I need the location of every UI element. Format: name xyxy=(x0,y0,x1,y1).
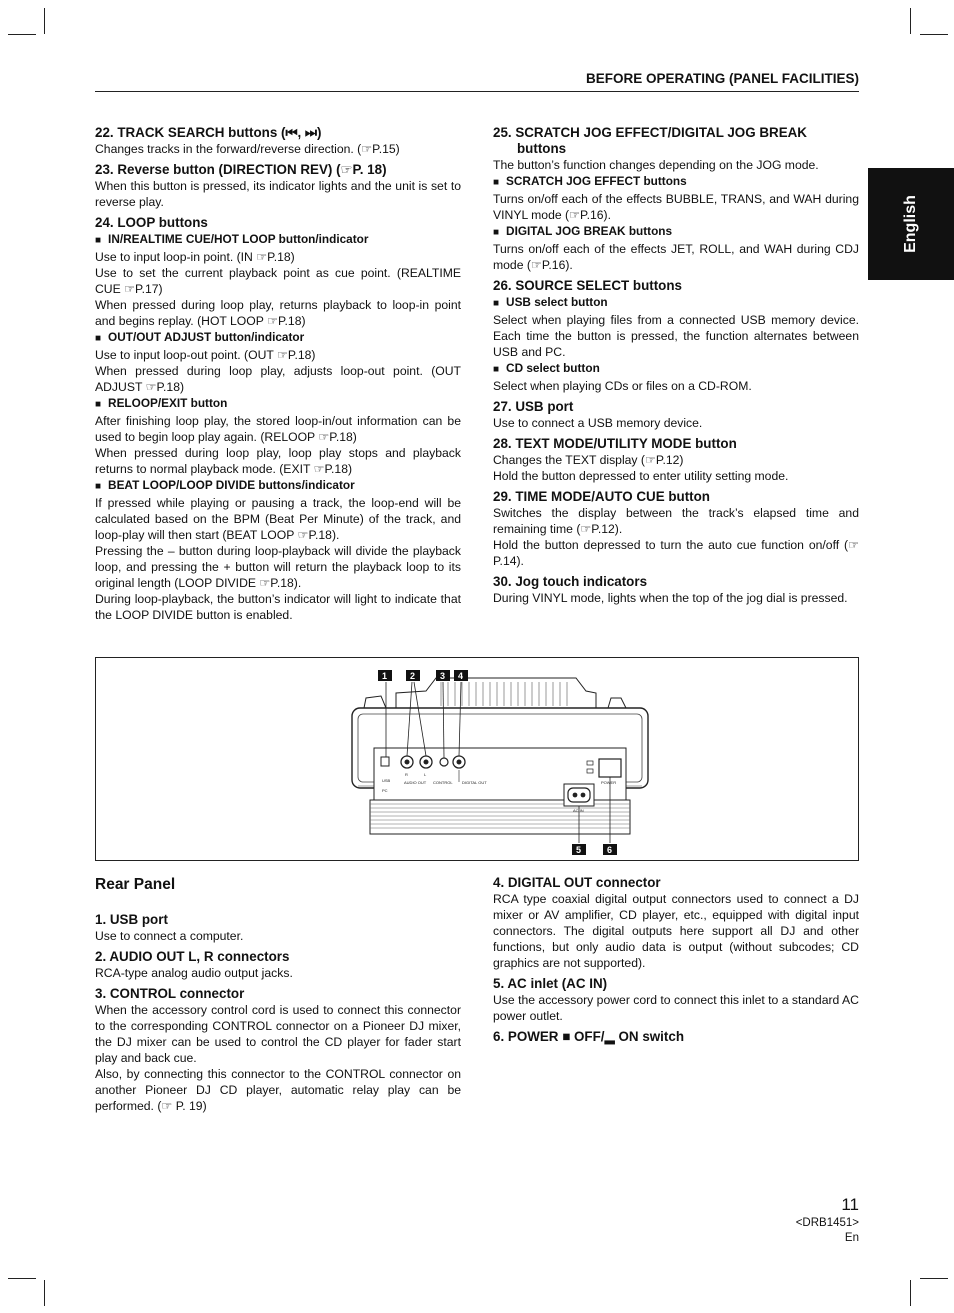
paragraph: Use the accessory power cord to connect this inlet to a standard AC power outlet. xyxy=(493,993,859,1023)
section-heading: 29. TIME MODE/AUTO CUE button xyxy=(493,489,710,504)
rear-panel-diagram xyxy=(96,658,860,862)
section-heading: 3. CONTROL connector xyxy=(95,986,245,1001)
section-heading: 28. TEXT MODE/UTILITY MODE button xyxy=(493,436,737,451)
paragraph: Hold the button depressed to turn the auto cue function on/off (☞P.14). xyxy=(493,538,859,568)
crop-mark xyxy=(8,34,36,35)
section-heading: 25. SCRATCH JOG EFFECT/DIGITAL JOG BREAK buttons xyxy=(493,125,807,156)
paragraph: If pressed while playing or pausing a track, the loop-end will be calculated based on the BPM (Beat Per Minute) of the track, and loop-play will then start (BEAT LOOP ☞P.18). xyxy=(95,496,461,542)
subheading: ■ IN/REALTIME CUE/HOT LOOP button/indicator xyxy=(95,231,461,249)
callout-5 xyxy=(572,844,586,855)
callout-2 xyxy=(406,670,420,681)
section xyxy=(493,875,859,971)
paragraph: During loop-playback, the button’s indicator will light to indicate that the LOOP DIVIDE button is enabled. xyxy=(95,592,461,622)
paragraph: Pressing the – button during loop-playback will divide the playback loop, and pressing the + button will return the playback loop to its original length (LOOP DIVIDE ☞P.18). xyxy=(95,544,461,590)
page-number: 11 xyxy=(841,1195,859,1214)
paragraph: When this button is pressed, its indicator lights and the unit is set to reverse play. xyxy=(95,179,461,209)
section xyxy=(493,125,859,273)
label-pc: PC xyxy=(382,788,388,793)
section-heading: 27. USB port xyxy=(493,399,574,414)
section xyxy=(493,399,859,431)
crop-mark xyxy=(920,1278,948,1279)
paragraph: Use to connect a USB memory device. xyxy=(493,416,703,430)
crop-mark xyxy=(44,8,45,34)
section-heading: 2. AUDIO OUT L, R connectors xyxy=(95,949,290,964)
crop-mark xyxy=(910,1280,911,1306)
section xyxy=(493,436,859,484)
section xyxy=(493,574,859,606)
section-heading: 23. Reverse button (DIRECTION REV) (☞P. 18) xyxy=(95,162,387,177)
subheading: ■ USB select button xyxy=(493,294,859,312)
left-column xyxy=(95,125,461,628)
paragraph: After finishing loop play, the stored loop-in/out information can be used to begin loop play again. (RELOOP ☞P.18) xyxy=(95,414,461,444)
svg-text:4: 4 xyxy=(458,671,464,681)
rear-panel-figure xyxy=(95,657,859,861)
label-usb: USB xyxy=(382,778,391,783)
paragraph: RCA-type analog audio output jacks. xyxy=(95,966,293,980)
section-heading: 5. AC inlet (AC IN) xyxy=(493,976,608,991)
label-digital-out: DIGITAL OUT xyxy=(462,780,487,785)
crop-mark xyxy=(8,1278,36,1279)
subheading: ■ CD select button xyxy=(493,360,859,378)
section-heading: 22. TRACK SEARCH buttons (⏮, ⏭) xyxy=(95,125,322,140)
paragraph: Changes tracks in the forward/reverse direction. (☞P.15) xyxy=(95,142,400,156)
paragraph: RCA type coaxial digital output connectors used to connect a DJ mixer or AV amplifier, CD player, etc., equipped with digital input connectors. The digital outputs here support all DJ and other functions, but only audio data is output (without subcodes; CD graphics are not supported). xyxy=(493,892,859,970)
paragraph: Switches the display between the track’s elapsed time and remaining time (☞P.12). xyxy=(493,506,859,536)
section xyxy=(493,1029,859,1045)
right-column xyxy=(493,125,859,611)
svg-text:1: 1 xyxy=(382,671,388,681)
svg-text:2: 2 xyxy=(410,671,416,681)
doc-code-id: <DRB1451> xyxy=(795,1217,859,1229)
paragraph: Changes the TEXT display (☞P.12) xyxy=(493,453,684,467)
label-r: R xyxy=(405,772,408,777)
paragraph: When pressed during loop play, adjusts loop-out point. (OUT ADJUST ☞P.18) xyxy=(95,364,461,394)
section-header: BEFORE OPERATING (PANEL FACILITIES) xyxy=(585,71,859,86)
rear-panel-right-column xyxy=(493,875,859,1050)
label-control: CONTROL xyxy=(433,780,453,785)
doc-code-lang: En xyxy=(844,1232,859,1244)
section xyxy=(95,162,461,210)
paragraph: Hold the button depressed to enter utility setting mode. xyxy=(493,469,789,483)
paragraph: When the accessory control cord is used to connect this connector to the corresponding CONTROL connector on a Pioneer DJ mixer, the DJ mixer can be used to control the CD player for fader start play and back cue. xyxy=(95,1003,461,1065)
paragraph: Select when playing CDs or files on a CD-ROM. xyxy=(493,379,752,393)
subheading: ■ OUT/OUT ADJUST button/indicator xyxy=(95,329,461,347)
paragraph: Use to input loop-out point. (OUT ☞P.18) xyxy=(95,348,316,362)
callout-4 xyxy=(454,670,468,681)
crop-mark xyxy=(44,1280,45,1306)
subheading: ■ RELOOP/EXIT button xyxy=(95,395,461,413)
callout-6 xyxy=(603,844,617,855)
language-tab xyxy=(868,168,954,280)
crop-mark xyxy=(920,34,948,35)
section xyxy=(493,489,859,569)
section xyxy=(95,986,461,1114)
callout-3 xyxy=(436,670,450,681)
paragraph: Also, by connecting this connector to the CONTROL connector on another Pioneer DJ CD player, automatic relay play can be performed. (☞ P. 19) xyxy=(95,1067,461,1113)
paragraph: Use to input loop-in point. (IN ☞P.18) xyxy=(95,250,295,264)
crop-mark xyxy=(910,8,911,34)
subheading: ■ SCRATCH JOG EFFECT buttons xyxy=(493,173,859,191)
paragraph: When pressed during loop play, returns playback to loop-in point and begins replay. (HOT LOOP ☞P.18) xyxy=(95,298,461,328)
paragraph: The button’s function changes depending on the JOG mode. xyxy=(493,158,819,172)
callout-1 xyxy=(378,670,392,681)
section xyxy=(95,215,461,623)
language-tab-label: English xyxy=(902,195,919,253)
label-ac-in: AC IN xyxy=(573,808,584,813)
section-heading: 1. USB port xyxy=(95,912,168,927)
header-rule xyxy=(95,91,859,92)
label-audio-out: AUDIO OUT xyxy=(404,780,427,785)
rear-panel-left-column xyxy=(95,912,461,1119)
paragraph: Turns on/off each of the effects BUBBLE, TRANS, and WAH during VINYL mode (☞P.16). xyxy=(493,192,859,222)
paragraph: Use to set the current playback point as cue point. (REALTIME CUE ☞P.17) xyxy=(95,266,461,296)
section-heading: 4. DIGITAL OUT connector xyxy=(493,875,661,890)
rear-panel-title: Rear Panel xyxy=(95,876,176,893)
paragraph: Use to connect a computer. xyxy=(95,929,244,943)
section-heading: 26. SOURCE SELECT buttons xyxy=(493,278,682,293)
section xyxy=(95,125,461,157)
label-power: POWER xyxy=(601,780,617,785)
paragraph: Turns on/off each of the effects JET, ROLL, and WAH during CDJ mode (☞P.16). xyxy=(493,242,859,272)
section xyxy=(95,949,461,981)
svg-text:3: 3 xyxy=(440,671,446,681)
paragraph: When pressed during loop play, loop play stops and playback returns to normal playback mode. (EXIT ☞P.18) xyxy=(95,446,461,476)
subheading: ■ BEAT LOOP/LOOP DIVIDE buttons/indicator xyxy=(95,477,461,495)
doc-code xyxy=(700,1216,859,1246)
subheading: ■ DIGITAL JOG BREAK buttons xyxy=(493,223,859,241)
section-heading: 6. POWER ■ OFF/▂ ON switch xyxy=(493,1029,684,1044)
section xyxy=(493,976,859,1024)
section xyxy=(493,278,859,394)
paragraph: Select when playing files from a connected USB memory device. Each time the button is pressed, the function alternates between USB and PC. xyxy=(493,313,859,359)
section-heading: 24. LOOP buttons xyxy=(95,215,208,230)
label-l: L xyxy=(424,772,427,777)
section-heading: 30. Jog touch indicators xyxy=(493,574,648,589)
svg-text:6: 6 xyxy=(607,845,613,855)
section xyxy=(95,912,461,944)
paragraph: During VINYL mode, lights when the top of the jog dial is pressed. xyxy=(493,591,848,605)
svg-text:5: 5 xyxy=(576,845,582,855)
